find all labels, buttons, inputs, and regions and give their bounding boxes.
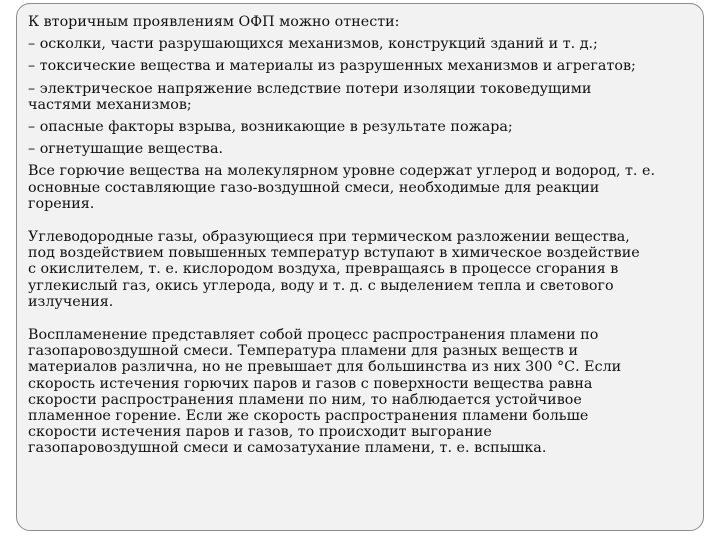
- text-line: газопаровоздушной смеси. Температура пламени для разных веществ и: [28, 343, 578, 360]
- paragraph-gap: [28, 310, 691, 327]
- text-line: К вторичным проявлениям ОФП можно отнести:: [28, 14, 400, 30]
- text-line: скорость истечения горючих паров и газов с поверхности вещества равна: [28, 375, 593, 392]
- paragraph-hydrocarbon: [28, 229, 691, 310]
- text-line: Все горючие вещества на молекулярном уровне содержат углерод и водород, т. е.: [28, 163, 656, 180]
- text-line: – опасные факторы взрыва, возникающие в результате пожара;: [28, 119, 513, 136]
- list-item-explosion: [28, 119, 691, 135]
- text-line: – осколки, части разрушающихся механизмов, конструкций зданий и т. д.;: [28, 36, 598, 53]
- paragraph-combustible: [28, 163, 691, 212]
- text-line: скорости истечения паров и газов, то происходит выгорание: [28, 424, 492, 441]
- text-line: под воздействием повышенных температур вступают в химическое воздействие: [28, 245, 640, 262]
- text-line: с окислителем, т. е. кислородом воздуха, превращаясь в процессе сгорания в: [28, 261, 619, 278]
- text-line: углекислый газ, окись углерода, воду и т. д. с выделением тепла и светового: [28, 277, 614, 294]
- text-line: Углеводородные газы, образующиеся при термическом разложении вещества,: [28, 229, 630, 246]
- text-line: – огнетушащие вещества.: [28, 141, 224, 158]
- text-line: скорости распространения пламени по ним, то наблюдается устойчивое: [28, 391, 582, 408]
- paragraph-ignition: [28, 327, 691, 457]
- list-item-fragments: [28, 36, 691, 52]
- paragraph-intro: [28, 14, 691, 30]
- paragraph-gap: [28, 212, 691, 229]
- text-line: основные составляющие газо-воздушной смеси, необходимые для реакции: [28, 179, 600, 196]
- text-line: Воспламенение представляет собой процесс распространения пламени по: [28, 327, 599, 344]
- text-line: излучения.: [28, 293, 114, 310]
- text-line: – токсические вещества и материалы из разрушенных механизмов и агрегатов;: [28, 58, 636, 75]
- text-line: пламенное горение. Если же скорость распространения пламени больше: [28, 408, 589, 425]
- text-line: – электрическое напряжение вследствие потери изоляции токоведущими: [28, 80, 592, 97]
- text-line: материалов различна, но не превышает для большинства из них 300 °С. Если: [28, 359, 622, 376]
- list-item-extinguishing: [28, 141, 691, 157]
- text-line: газопаровоздушной смеси и самозатухание пламени, т. е. вспышка.: [28, 440, 547, 457]
- list-item-toxic: [28, 58, 691, 74]
- text-line: горения.: [28, 195, 95, 212]
- list-item-voltage: [28, 81, 691, 113]
- text-box: [16, 3, 704, 531]
- text-line: частями механизмов;: [28, 96, 192, 113]
